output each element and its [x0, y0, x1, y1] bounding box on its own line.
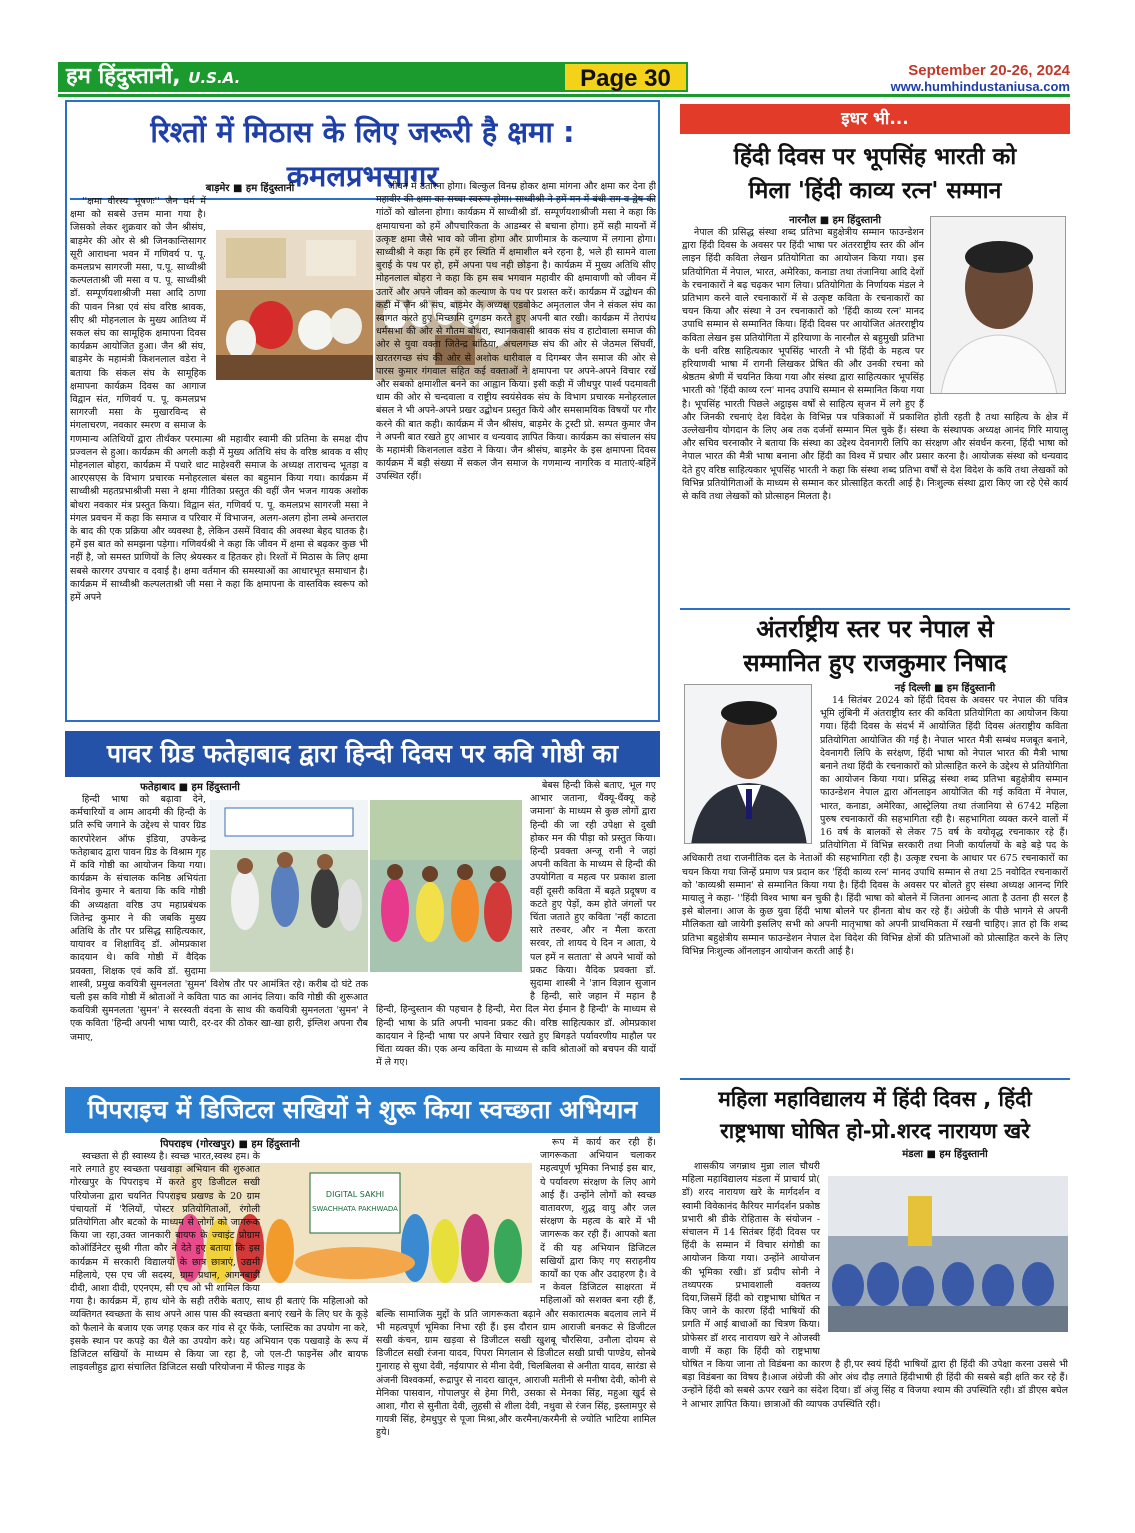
banner-line2: SWACHHATA PAKHWADA	[312, 1205, 398, 1213]
photo-wrap-spacer-3	[376, 809, 526, 999]
article-kshama-col2	[376, 180, 656, 715]
sidebar-label: इधर भी...	[680, 104, 1070, 134]
photo-wrap-spacer-2	[210, 799, 368, 969]
photo-wrap-spacer-5	[376, 1164, 536, 1298]
story-separator-1	[680, 608, 1070, 610]
article-powergrid-headline: पावर ग्रिड फतेहाबाद द्वारा हिन्दी दिवस पर कवि गोष्ठी का	[65, 731, 660, 777]
story3-headline-1: महिला महाविद्यालय में हिंदी दिवस , हिंदी	[718, 1087, 1032, 1111]
masthead-name: हम हिंदुस्तानी,	[66, 64, 181, 89]
story2-photo-spacer	[682, 694, 816, 852]
story3-text: शासकीय जगन्नाथ मुन्ना लाल चौधरी महिला महाविद्यालय मंडला में प्राचार्य प्रो( डॉ) शरद नारायण खरे के मार्गदर्शन व स्वामी विवेकानंद कैरियर मार्गदर्शन प्रकोष्ठ प्रभारी श्री डीके रोहितास के संयोजन - संचालन में 14 सितंबर हिंदी दिवस पर हिंदी के सम्मान में विचार संगोष्ठी का आयोजन किया गया। उन्होंने आयोजन की भूमिका रखी। डॉ प्रदीप सोनी ने तथ्यपरक प्रभावशाली वक्तव्य दिया,जिसमें हिंदी को राष्ट्रभाषा घोषित न किए जाने के कारण हिंदी भाषियों की प्रगति में आई बाधाओं का चित्रण किया। प्रोफेसर डॉ शरद नारायण खरे ने ओजस्वी वाणी में कहा कि हिंदी को राष्ट्रभाषा घोषित न किया जाना तो विडंबना का कारण है ही,पर स्वयं हिंदी भाषियों द्वारा ही हिंदी की उपेक्षा करना उससे भी बड़ा विडंबना का विषय है।आज अंग्रेजी की ओर अंध दौड़ लगाते हिंदीभाषी ही हिंदी की सबसे बड़ी क्षति कर रहे हैं। उन्होंने हिंदी को सबसे ऊपर रखने का संदेश दिया। डॉ अंजु सिंह व विजया श्याम की उपस्थिति रही। डॉ डीएस बघेल ने आभार ज्ञापित किया। छात्राओं की व्यापक उपस्थिति रही।	[682, 1161, 1068, 1410]
story3-headline-2: राष्ट्रभाषा घोषित हो-प्रो.शरद नारायण खरे	[720, 1119, 1030, 1143]
story3-photo-spacer	[824, 1176, 1068, 1348]
story3-text-block	[682, 1160, 1068, 1474]
story1-photo-spacer	[928, 226, 1068, 398]
article-powergrid-col1	[70, 793, 368, 1083]
banner-line1: DIGITAL SAKHI	[325, 1190, 385, 1199]
article-kshama-col1-text: ''क्षमा वीरस्य भूषणः'' जैन धर्म में क्षमा को सबसे उत्तम माना गया है। जिसको लेकर शुक्रवार को जैन श्रीसंघ, बाड़मेर की ओर से श्री जिनकान्तिसागर सूरी आराधना भवन में गणिवर्य प. पू. कमलप्रभ सागरजी मसा, प.पू. साध्वीश्री कल्पलताश्री जी मसा व प. पू. साध्वीश्री डॉ. सम्पूर्णयशाश्रीजी मसा आदि ठाणा की पावन निश्रा एवं संघ वरिष्ठ श्रावक, सीए श्री मोहनलाल के मुख्य आतिथ्य में सकल संघ का सामूहिक क्षमापना दिवस कार्यक्रम आयोजित हुआ। जैन श्री संघ, बाड़मेर के महामंत्री किशनलाल वडेरा ने बताया कि संकल संघ के सामूहिक क्षमापना कार्यक्रम दिवस का आगाज विद्वान संत, गणिवर्य प. पू. कमलप्रभ सागरजी मसा के मुखारविन्द से मंगलाचरण, नवकार स्मरण व समाज के गणमान्य अतिथियों द्वारा तीर्थंकर परमात्मा श्री महावीर स्वामी की प्रतिमा के समक्ष दीप प्रज्वलन से हुआ। कार्यक्रम की अगली कड़ी में मुख्य अतिथि संघ के वरिष्ठ श्रावक व सीए मोहनलाल बोहरा, कार्यक्रम में पधारे धाट माहेश्वरी समाज के अध्यक्ष ताराचन्द भूतड़ा व आरएसएस के विभाग प्रचारक मनोहरलाल बंसल का बहुमान किया गया। कार्यक्रम में साध्वीश्री महतप्रभाश्रीजी मसा ने क्षमा गीतिका प्रस्तुत की वहीं जैन भजन गायक अशोक बोथरा नवकार मंत्र प्रस्तुत किया। विद्वान संत, गणिवर्य प. पू. कमलप्रभ सागरजी मसा ने मंगल प्रवचन में कहा कि समाज व परिवार में विभाजन, अलग-अलग होना लम्बे अन्तराल के बाद की एक प्रक्रिया और व्यवस्था है, लेकिन उसमें विवाद की अवस्था बेहद घातक है। हमें इस बात को समझना पड़ेगा। गणिवर्यश्री ने कहा कि जीवन में क्षमा से बढ़कर कुछ भी नहीं है, जो समस्त प्राणियों के लिए श्रेयस्कर व हितकर हो। रिश्तों में मिठास के लिए क्षमा सबसे कारगर उपचार व दवाई है। क्षमा वर्तमान की समस्याओं का आधारभूत समाधान है। कार्यक्रम में साध्वीश्री कल्पलताश्री जी मसा ने कहा कि क्षमापना के वास्तविक स्वरूप को हमें अपने	[70, 196, 368, 604]
masthead-usa: U.S.A.	[188, 69, 241, 87]
story1-headline-1: हिंदी दिवस पर भूपसिंह भारती को	[733, 144, 1017, 170]
article-pipraich-col2-text: रूप में कार्य कर रही हैं। जागरूकता अभियान चलाकर महत्वपूर्ण भूमिका निभाई इस बार, ये पर्यावरण संरक्षण के लिए आगे आई हैं। उन्होंने लोगों को स्वच्छ वातावरण, शुद्ध वायु और जल संरक्षण के महत्व के बारे में भी जागरूक कर रही हैं। आपको बता दें की यह अभियान डिजिटल सखियों द्वारा किए गए सराहनीय कार्यों का एक और उदाहरण है। वे न केवल डिजिटल साक्षरता में महिलाओं को सशक्त बना रही हैं, बल्कि सामाजिक मुद्दों के प्रति जागरूकता बढ़ाने और सकारात्मक बदलाव लाने में भी महत्वपूर्ण भूमिका निभा रही हैं। इस दौरान ग्राम आराजी बनकट से डिजीटल सखी कंचन, ग्राम खड़वा से डिजीटल सखी खुशबू चौरसिया, उनौला दोयम से डिजीटल सखी रंजना यादव, पिपरा मिगलान से डिजीटल सखी प्राची पाण्डेय, सोनबे गुनाराह से सुधा देवी, नईयापार से मीना देवी, चिलबिलवा से अनीता यादव, सारंडा से अंजनी विश्वकर्मा, रूद्रापुर से नादरा खातून, आराजी मतीनी से मनीषा देवी, कोनी से मेनिका पासवान, गोपालपुर से हेमा गिरी, उसका से मेनका सिंह, महुआ खुर्द से आशा, गौरा से सुनीता देवी, लुहसी से शीला देवी, नथुवा से रंजन सिंह, इस्लामपुर से गायत्री सिंह, हेमधुपुर से पूजा मिश्रा,और करमैना/करमैनी से ज्योति भाटिया शामिल हुये।	[376, 1137, 656, 1439]
article-pipraich-byline: पिपराइच (गोरखपुर) ■ हम हिंदुस्तानी	[160, 1139, 300, 1150]
masthead-rule	[58, 94, 1070, 97]
site-url[interactable]: www.humhindustaniusa.com	[890, 79, 1070, 94]
story1-headline-2: मिला 'हिंदी काव्य रत्न' सम्मान	[748, 178, 1002, 204]
article-pipraich-col1	[70, 1150, 368, 1480]
article-kshama-headline: रिश्तों में मिठास के लिए जरूरी है क्षमा : कमलप्रभसागर	[70, 110, 655, 200]
story2-text-block	[682, 694, 1068, 1076]
story3-byline: मंडला ■ हम हिंदुस्तानी	[902, 1149, 988, 1160]
article-powergrid-col2-text: बेबस हिन्दी किसे बताए, भूल गए आभार जताना, थैंक्यू-थैंक्यू कहे जमाना' के माध्यम से कुछ लोगों द्वारा हिन्दी की जा रही उपेक्षा से दुखी होकर मन की पीड़ा को प्रस्तुत किया। हिन्दी प्रवक्ता अन्जू रानी ने जहां अपनी कविता के माध्यम से हिन्दी की उपयोगिता व महत्व पर प्रकाश डाला वहीं दूसरी कविता में बढ़ते प्रदूषण व कटते हुए पेड़ों, कम होते जंगलों पर चिंता जताते हुए कविता 'नहीं काटता सारे तरुवर, और न मैला करता सरवर, तो शायद ये दिन न आता, ये पल हमें न सताता' से अपने भावों को प्रकट किया। वैदिक प्रवक्ता डॉ. सुदामा शास्त्री ने 'ज्ञान विज्ञान सुजान है हिन्दी, सारे जहान में महान है हिन्दी, हिन्दुस्तान की पहचान है हिन्दी, मेरा दिल मेरा ईमान है हिन्दी' के माध्यम से हिन्दी भाषा के प्रति अपनी भावना प्रकट की। वरिष्ठ साहित्यकार डॉ. ओमप्रकाश कादयान ने हिन्दी भाषा पर अपने विचार रखते हुए बिगड़ते पर्यावरणीय माहौल पर चिंता व्यक्त की। एक अन्य कविता के माध्यम से कवि श्रोताओं को बचपन की यादों में ले गए।	[376, 780, 656, 1069]
story1-text-block	[682, 226, 1068, 606]
story2-headline-1: अंतर्राष्ट्रीय स्तर पर नेपाल से	[756, 615, 994, 643]
page-number: Page 30	[563, 62, 688, 92]
photo-wrap-spacer	[210, 230, 368, 420]
photo-wrap-spacer-4	[264, 1164, 368, 1290]
article-pipraich-col2	[376, 1136, 656, 1480]
story2-byline: नई दिल्ली ■ हम हिंदुस्तानी	[894, 683, 996, 694]
article-powergrid-col1-text: हिन्दी भाषा को बढ़ावा देने, कर्मचारियों व आम आदमी की हिन्दी के प्रति रूचि जगाने के उद्देश्य से पावर ग्रिड कारपोरेशन ऑफ इंडिया, उपकेन्द्र फतेहाबाद द्वारा पावन ग्रिड के विश्राम गृह में कवि गोष्ठी का आयोजन किया गया। कार्यक्रम के संचालक कनिष्ठ अभियंता विनोद कुमार ने बताया कि कवि गोष्ठी की अध्यक्षता वरिष्ठ उप महाप्रबंधक जितेन्द्र कुमार ने की जबकि मुख्य अतिथि के तौर पर प्रसिद्ध साहित्यकार, यायावर व शिक्षाविद् डॉ. ओमप्रकाश कादयान थे। कवि गोष्ठी में वैदिक प्रवक्ता, शिक्षक एवं कवि डॉ. सुदामा शास्त्री, प्रमुख कवयित्री सुमनलता 'सुमन' विशेष तौर पर आमंत्रित रहे। करीब दो घंटे तक चली इस कवि गोष्ठी में श्रोताओं ने कविता पाठ का आनंद लिया। कवि गोष्ठी की शुरूआत कवयित्री सुमनलता 'सुमन' ने सरस्वती वंदना के साथ की कवयित्री सुमनलता 'सुमन' ने एक कविता 'हिन्दी अपनी भाषा प्यारी, दर-दर की ठोकर खा-खा हारी, इंग्लिश अपना रौब जमाए,	[70, 794, 368, 1043]
article-powergrid-byline: फतेहाबाद ■ हम हिंदुस्तानी	[140, 782, 240, 793]
article-kshama-col1	[70, 195, 368, 715]
article-kshama-byline: बाड़मेर ■ हम हिंदुस्तानी	[205, 183, 295, 194]
issue-date: September 20-26, 2024	[908, 62, 1070, 79]
article-pipraich-headline: पिपराइच में डिजिटल सखियों ने शुरू किया स्वच्छता अभियान	[65, 1087, 660, 1133]
story2-text: 14 सितंबर 2024 को हिंदी दिवस के अवसर पर नेपाल की पवित्र भूमि लुंबिनी में अंतराष्ट्रीय स्तर की कविता प्रतियोगिता का आयोजन किया गया। हिंदी दिवस के संदर्भ में आयोजित हिंदी दिवस अंतराष्ट्रीय कविता प्रतियोगिता आयोजित की गई है। नेपाल भारत मैत्री सम्बंध मजबूत बनाने, देवनागरी लिपि के सरंक्षण, हिंदी भाषा को नेपाल भारत की मैत्री भाषा बनाने तथा हिंदी के रचनाकारों को प्रोत्साहित करने के उद्देश्य से प्रतियोगिता का आयोजन किया गया। प्रसिद्ध संस्था शब्द प्रतिभा बहुक्षेत्रीय सम्मान फाउन्डेशन नेपाल द्वारा ऑनलाइन आयोजित की गई कविता में नेपाल, भारत, कनाडा, अमेरिका, आस्ट्रेलिया तथा तंजानिया से 6742 महिला पुरुष रचनाकारों की सहभागिता रही है। सहभागिता व्यक्त करने वालों में 16 वर्ष के बालकों से लेकर 75 वर्ष के वयोवृद्ध रचनाकार रहे हैं। प्रतियोगिता में विभिन्न सरकारी तथा निजी कार्यालयों के बड़े बड़े पद के अधिकारी तथा राजनीतिक दल के नेताओं की सहभागिता रही है। उत्कृष्ट रचना के आधार पर 675 रचनाकारों का चयन किया गया जिन्हें प्रमाण पत्र प्रदान कर 'हिंदी काव्य रत्न' मानद उपाधि सम्मान से तथा 25 नवोदित रचनाकारों को 'काव्यश्री सम्मान' से सम्मानित किया गया है। हिंदी दिवस के अवसर पर बोलते हुए संस्था अध्यक्ष आनन्द गिरि मायालु ने कहा- ''हिंदी विश्व भाषा बन चुकी है। हिंदी भाषा को बोलने में जितना आनन्द आता है उतना ही सरल है इसे बोलना। आज के कुछ युवा हिंदी भाषा बोलने पर हीनता बोध कर रहे हैं। अंग्रेजी के पीछे भागने से अपनी मौलिकता खो जायेगी इसलिए सभी को अपनी मातृभाषा को अपनी प्राथमिकता में रखनी चाहिए। ज्ञात हो कि शब्द प्रतिभा बहुक्षेत्रीय सम्मान फाउन्डेशन नेपाल देश विदेश की विभिन्न क्षेत्रों की प्रतिभाओं को प्रोत्साहित करने के लिए विभिन्न निःशुल्क ऑनलाइन आयोजन करती आई है।	[682, 695, 1068, 957]
story2-headline-2: सम्मानित हुए राजकुमार निषाद	[743, 649, 1007, 677]
story1-byline: नारनौल ■ हम हिंदुस्तानी	[789, 215, 881, 226]
article-powergrid-col2	[376, 779, 656, 1083]
story-separator-2	[680, 1078, 1070, 1080]
story1-text: नेपाल की प्रसिद्ध संस्था शब्द प्रतिभा बहुक्षेत्रीय सम्मान फाउन्डेशन द्वारा हिंदी दिवस के अवसर पर हिंदी भाषा पर अंतरराष्ट्रीय स्तर की ऑन लाइन हिंदी कविता लेखन प्रतियोगिता का आयोजन किया गया। इस प्रतियोगिता में नेपाल, भारत, अमेरिका, कनाडा तथा तंजानिया आदि देशों के रचनाकारों ने बढ़ चढ़कर भाग लिया। प्रतियोगिता के निर्णायक मंडल ने प्रतिभाग करने वाले रचनाकारों में से उत्कृष्ट कविता के रचनाकारों का चयन किया और संस्था ने उन रचनाकारों को 'हिंदी काव्य रत्न' मानद उपाधि सम्मान से सम्मानित किया। हिंदी दिवस पर आयोजित अंतरराष्ट्रीय कविता लेखन इस प्रतियोगिता में हरियाणा के नारनौल से बहुमुखी प्रतिभा के धनी वरिष्ठ साहित्यकार भूपसिंह भारती ने भी हिंदी के महत्व पर हरियाणवी भाषा में रागनी लिखकर प्रेषित की और उनकी रचना को श्रेष्ठतम श्रेणी में चयनित किया गया और संस्था द्वारा साहित्यकार भूपसिंह भारती को 'हिंदी काव्य रत्न' मानद उपाधि सम्मान से सम्मानित किया गया है। भूपसिंह भारती पिछले अट्ठाइस वर्षों से साहित्य सृजन में लगे हुए हैं और जिनकी रचनाएं देश विदेश के विभिन्न पत्र पत्रिकाओं में प्रकाशित होती रहती है तथा साहित्य के क्षेत्र में उल्लेखनीय योगदान के लिए अब तक दर्जनों सम्मान मिल चुके हैं। संस्था के संस्थापक अध्यक्ष आनंद गिरि मायालु और सचिव चरनाकौर ने बताया कि संस्था का उद्देश्य देवनागरी लिपि का संरक्षण और संवर्धन करना, हिंदी भाषा को नेपाल भारत की मैत्री भाषा बनाना और हिंदी का विश्व में प्रचार और प्रसार करना है। आयोजक संस्था को धन्यवाद देते हुए वरिष्ठ साहित्यकार भूपसिंह भारती ने कहा कि संस्था शब्द प्रतिभा वर्षों से देश विदेश के कवि तथा लेखकों को विभिन्न प्रतियोगिताओं के माध्यम से सम्मान कर प्रोत्साहित करती आई है। निःशुल्क संस्था द्वारा किए जा रहे ऐसे कार्य से कवि तथा लेखकों को प्रोत्साहन मिलता है।	[682, 227, 1068, 503]
article-kshama-col2-text: जीवन में उतारना होगा। बिल्कुल विनम्र होकर क्षमा मांगना और क्षमा कर देना ही महावीर की क्षमा का सच्चा स्वरूप होगा। साध्वीश्री ने हमें मन में बंधी राग व द्वेष की गांठों को खोलना होगा। कार्यक्रम में साध्वीश्री डॉ. सम्पूर्णयशाश्रीजी मसा ने कहा कि क्षमायाचना को हमें औपचारिकता के आडम्बर से बचाना होगा। हमें सही मायनों में उत्कृष्ट क्षमा जैसे भाव को जीना होगा और प्राणीमात्र के कल्याण में लगाना होगा। साध्वीश्री ने कहा कि हमें हर स्थिति में क्षमाशील बने रहना है, भले ही सामने वाला बुराई के पथ पर हो, हमें अपना पथ नही छोड़ना है। कार्यक्रम में मुख्य अतिथि सीए मोहनलाल बोहरा ने कहा कि हम सब भगवान महावीर की क्षमावाणी को जीवन में उतारें और अपने जीवन को कल्याण के पथ पर प्रशस्त करें। कार्यक्रम में उद्बोधन की कड़ी में जैन श्री संघ, बाड़मेर के अध्यक्ष एडवोकेट अमृतलाल जैन ने संकल संघ का स्वागत करते हुए मिच्छामि दुग्गडम करते हुए अपनी बात रखी। कार्यक्रम में तेरापंथ धर्मसभा की ओर से गौतम बोथरा, स्थानकवासी श्रावक संघ व हाटोवाला समाज की ओर से युवा वक्ता जितेन्द्र बांठिया, अचलगच्छ संघ की ओर से जेठमल सिंघवीं, खरतरगच्छ संघ की ओर से अशोक धारीवाल व दिगम्बर जैन समाज की ओर से पारस कुमार गंगवाल सहित कई वक्ताओं ने क्षमापना पर अपने-अपने विचार रखें और सबको क्षमाशील बनने का आह्वान किया। इसी कड़ी में जीधपुर पार्श्व पदमावती धाम की ओर से चन्दवाला व राष्ट्रीय स्वयंसेवक संघ के विभाग प्रचारक मनोहरलाल बंसल ने भी अपने-अपने प्रखर उद्बोधन प्रस्तुत किये और समसामयिक विषयों पर गौर करने की बात कही। कार्यक्रम में जैन श्रीसंघ, बाड़मेर के ट्रस्टी प्रो. सम्पत कुमार जैन ने अपनी बात रखते हुए आभार व धन्यवाद ज्ञापित किया। कार्यक्रम का संचालन संघ के महामंत्री किशनलाल वडेरा ने किया। जैन श्रीसंघ, बाड़मेर के इस क्षमापना दिवस कार्यक्रम में बड़ी संख्या में सकल जैन समाज के गणमान्य नागरिक व माताएं-बहिनें उपस्थित रहीं।	[376, 181, 656, 483]
article-pipraich-col1-text: स्वच्छता से ही स्वास्थ्य है। स्वच्छ भारत,स्वस्थ हम। के नारे लगाते हुए स्वच्छता पखवाड़ा अभियान की शुरुआत गोरखपुर के पिपराइच में करते हुए डिजीटल सखी परियोजना द्वारा चयनित पिपराइच प्रखण्ड के 20 ग्राम पंचायतों में 'रैलियों, पोस्टर प्रतियोगिताओं, रंगोली प्रतियोगिता और बटको के माध्यम से लोगों को जागरूक किया जा रहा,उक्त जानकारी बायफ के ज्वाइंट प्रोग्राम कोऑर्डिनेटर सुश्री गीता कौर ने देते हुए बताया कि इस कार्यक्रम में सरकारी विद्यालयों के छात्र छात्राएं, उद्यमी महिलाये, एस एच जी सदस्य, ग्राम प्रधान, आगनबाड़ी दीदी, आशा दीदी, एएनएम, सी एच ओ भी शामिल किया गया है। कार्यक्रम में, हाथ धोने के सही तरीके बताए, साथ ही बताएं कि महिलाओ को व्यक्तिगत स्वच्छता के साथ अपने आस पास की स्वच्छता बनाएं रखने के लिए घर के कूड़े को फैलाने के बजाय एक जगह एकत्र कर गांव से दूर फेंके, प्लास्टिक का उपयोग ना करे, इसके स्थान पर कपड़े का थैले का उपयोग करे। यह अभियान एक पखवाड़े के रूप में डिजिटल सखियों के माध्यम से किया जा रहा है, जो एल-टी फाइनेंस और बायफ लाइवलीहुड द्वारा संचालित डिजिटल सखी परियोजना में फील्ड गाइड के	[70, 1151, 368, 1374]
masthead-title	[58, 62, 563, 92]
